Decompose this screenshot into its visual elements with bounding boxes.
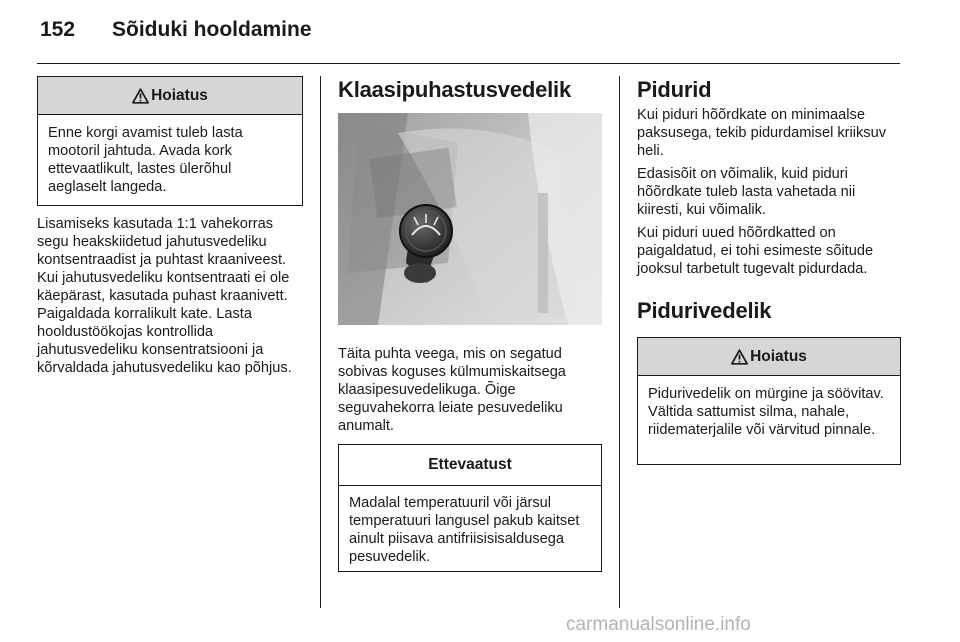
brakes-paragraph-2: Edasisõit on võimalik, kuid piduri hõõrdkate tuleb lasta vahetada nii kiiresti, kui võimalik. [637,166,856,218]
page-number: 152 [40,18,76,41]
coolant-paragraph: Lisamiseks kasutada 1:1 vahekorras segu heakskiidetud jahutusvedeliku kontsentraadist ja puhtast kraaniveest. Kui jahutusvedeliku kontsentraati ei ole käepärast, kasutada puhast kraanivett. Paigaldada korralikult kate. Lasta hooldustöökojas kontrollida jahutusvedeliku konsentratsiooni ja kõrvaldada jahutusvedeliku kao põhjus. [37,216,292,376]
heading-brakes: Pidurid [637,77,712,102]
warning-body: Pidurivedelik on mürgine ja söövitav. Vältida sattumist silma, nahale, riidematerjalile või värvitud pinnale. [648,386,884,438]
brakes-paragraph-1: Kui piduri hõõrdkate on minimaalse paksusega, tekib pidurdamisel kriiksuv heli. [637,107,887,159]
watermark: carmanualsonline.info [566,614,751,635]
heading-brake-fluid: Pidurivedelik [637,298,772,323]
caution-body: Madalal temperatuuril või järsul temperatuuri langusel pakub kaitset ainult piisava antifriisisisaldusega pesuvedelik. [349,495,580,565]
engine-bay-illustration [338,113,602,325]
caution-title: Ettevaatust [428,456,512,473]
brakes-paragraph-3: Kui piduri uued hõõrdkatted on paigaldatud, ei tohi esimeste sõitude jooksul tarbetult tugevalt pidurdada. [637,225,874,277]
warning-title: Hoiatus [151,86,208,104]
column-1 [37,76,303,377]
washer-fluid-photo [338,113,602,325]
warning-box-header [638,338,900,376]
warning-box-header [38,77,302,115]
column-3 [637,76,901,465]
page-header [40,18,312,48]
warning-title: Hoiatus [750,347,807,365]
warning-triangle-icon [132,88,149,104]
warning-box-coolant [37,76,303,206]
caution-box-washer [338,444,602,572]
warning-triangle-icon [731,349,748,365]
washer-fluid-paragraph: Täita puhta veega, mis on segatud sobivas koguses külmumiskaitsega klaasipesuvedelikuga. Õige seguvahekorra leiate pesuvedeliku anumalt. [338,346,566,434]
column-divider-1 [320,76,321,608]
header-rule [37,63,900,64]
column-2 [338,76,602,572]
section-title: Sõiduki hooldamine [112,18,312,41]
caution-box-header [339,445,601,486]
warning-box-brake-fluid [637,337,901,465]
column-divider-2 [619,76,620,608]
warning-body: Enne korgi avamist tuleb lasta mootoril jahtuda. Avada kork ettevaatlikult, lastes ülerõhul aeglaselt langeda. [48,125,243,195]
heading-washer-fluid: Klaasipuhastusvedelik [338,77,572,102]
